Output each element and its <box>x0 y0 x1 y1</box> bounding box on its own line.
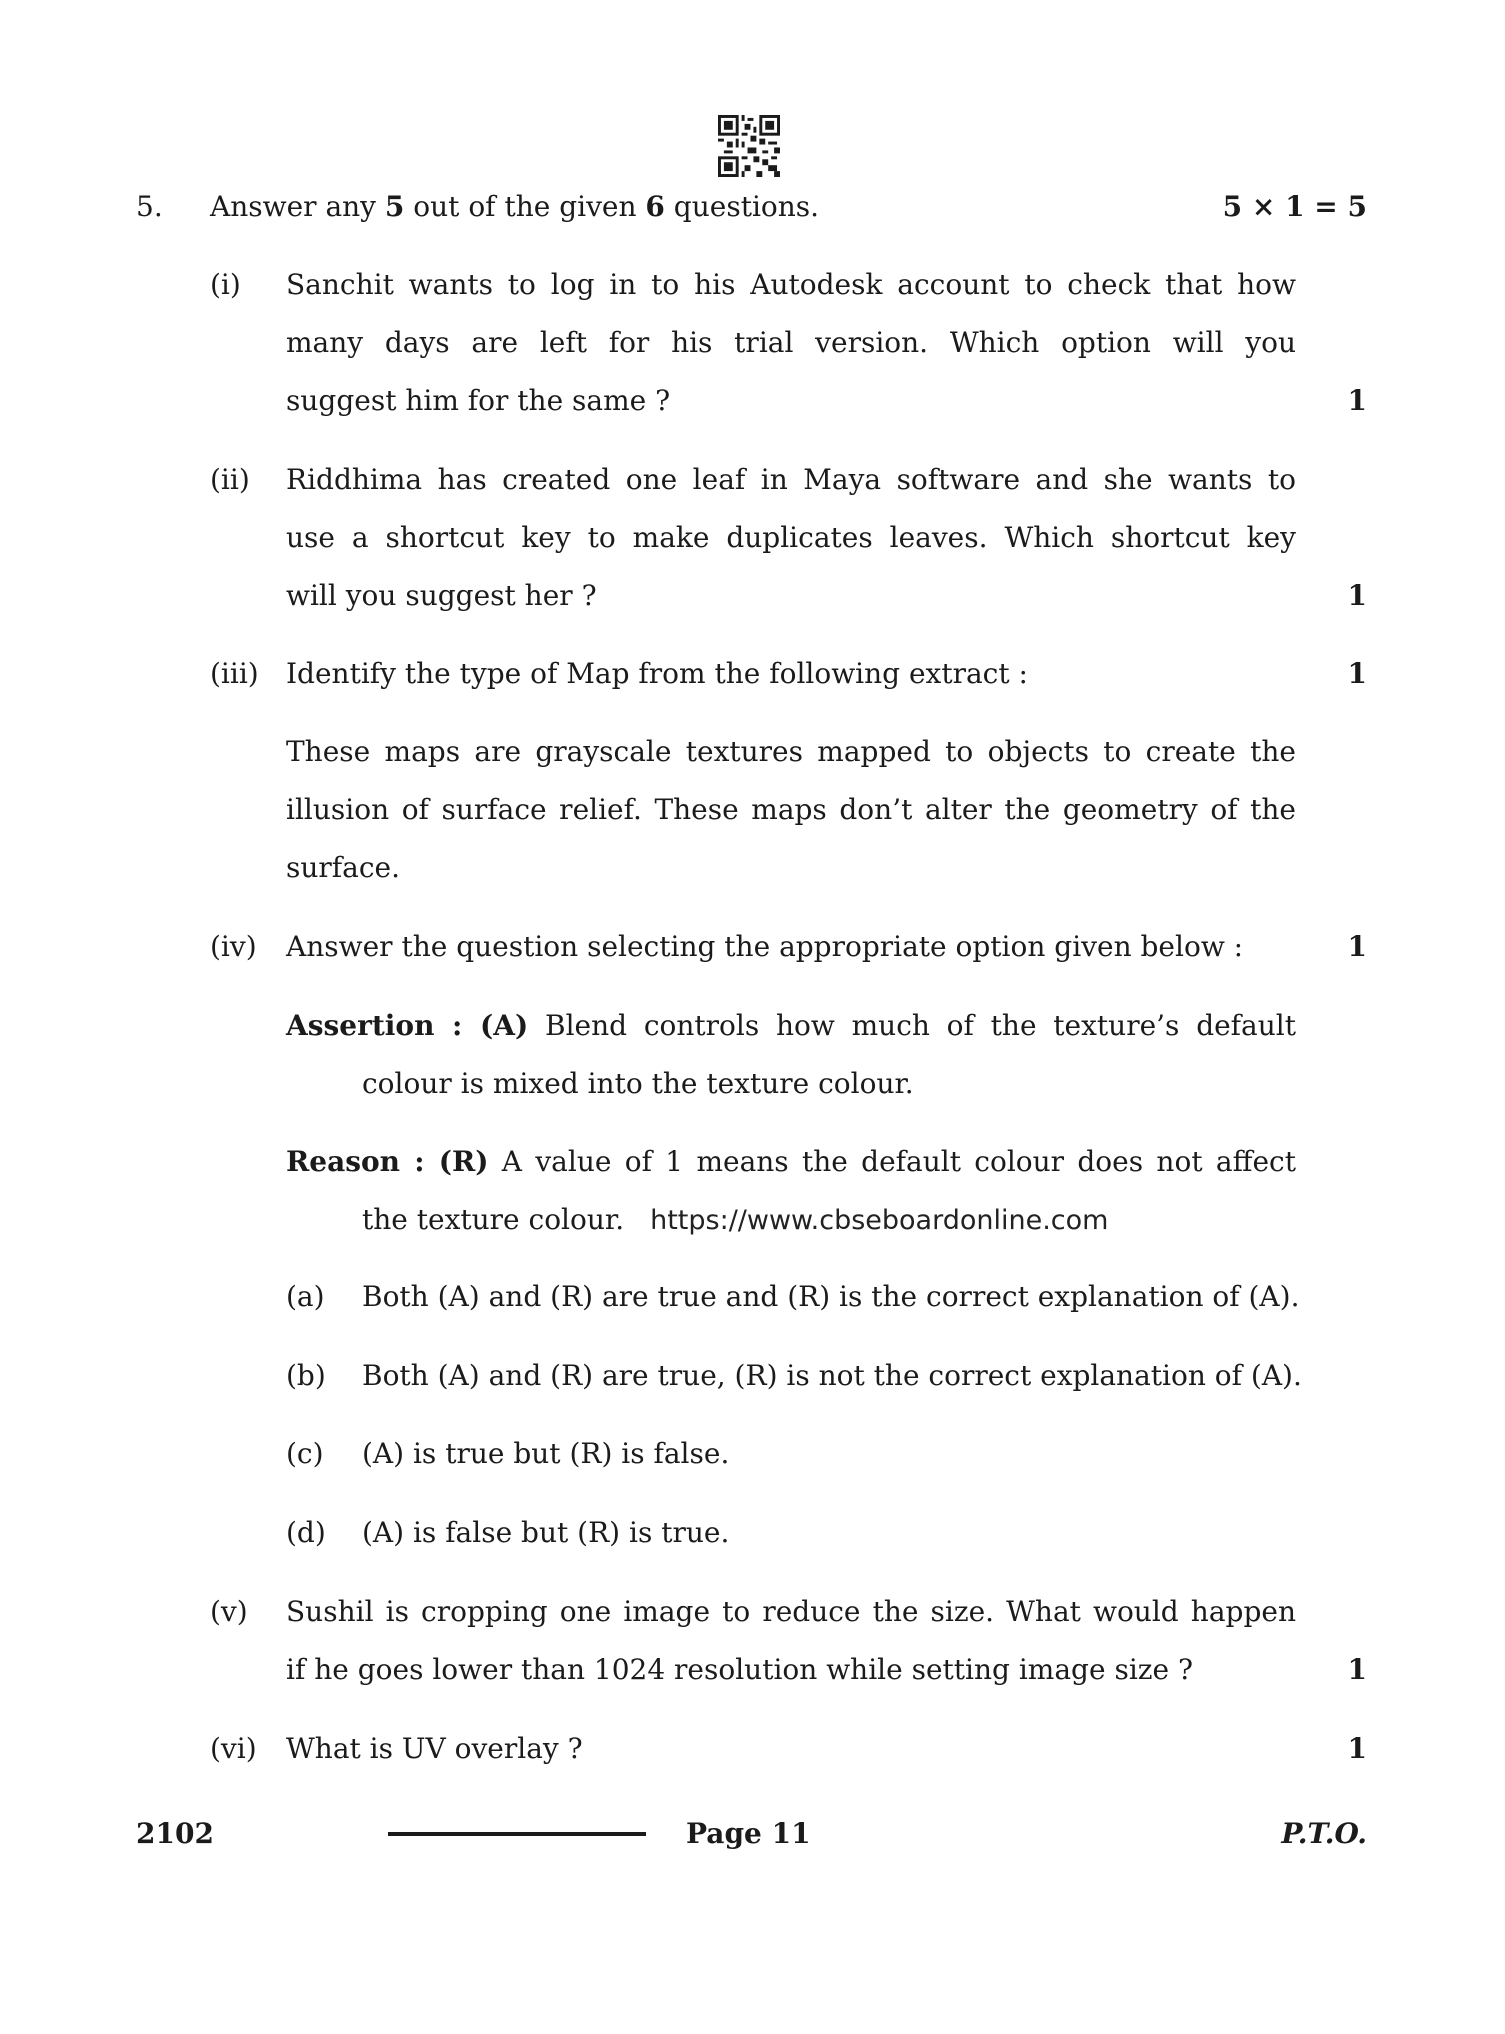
question-i-text <box>286 256 1296 430</box>
option-b: Both (A) and (R) are true, (R) is not the correct explanation of (A). <box>362 1359 1302 1392</box>
option-d: (A) is false but (R) is true. <box>362 1516 730 1549</box>
instruction-count: 5 <box>384 190 405 223</box>
option-label: (d) <box>286 1516 326 1549</box>
question-vi-text: What is UV overlay ? <box>286 1732 583 1765</box>
question-label: (vi) <box>210 1732 257 1765</box>
option-a: Both (A) and (R) are true and (R) is the correct explanation of (A). <box>362 1280 1300 1313</box>
reason-label: Reason : (R) <box>286 1145 489 1178</box>
reason-line <box>286 1133 1296 1191</box>
assertion-line: colour is mixed into the texture colour. <box>362 1067 914 1100</box>
question-marks: 1 <box>1347 1653 1367 1686</box>
question-line: Sanchit wants to log in to his Autodesk account to check that how <box>286 268 1296 301</box>
assertion <box>286 997 1296 1113</box>
option-label: (c) <box>286 1437 324 1470</box>
assertion-text: Blend controls how much of the texture’s default <box>528 1009 1296 1042</box>
instruction-part: questions. <box>664 190 820 223</box>
question-label: (v) <box>210 1595 248 1628</box>
question-label: (i) <box>210 268 241 301</box>
reason-text: A value of 1 means the default colour does not affect <box>488 1145 1296 1178</box>
instruction-count: 6 <box>645 190 665 223</box>
extract-line: illusion of surface relief. These maps don’t alter the geometry of the <box>286 793 1296 826</box>
reason-line <box>286 1191 1296 1250</box>
question-marks: 1 <box>1347 930 1367 963</box>
paper-code: 2102 <box>136 1817 214 1850</box>
question-line: if he goes lower than 1024 resolution while setting image size ? <box>286 1653 1194 1686</box>
option-label: (b) <box>286 1359 326 1392</box>
pto-label: P.T.O. <box>1281 1817 1367 1850</box>
question-marks: 1 <box>1347 579 1367 612</box>
footer-rule <box>388 1832 646 1836</box>
question-label: (iv) <box>210 930 257 963</box>
instruction-part: Answer any <box>210 190 385 223</box>
extract-line: These maps are grayscale textures mapped to objects to create the <box>286 735 1296 768</box>
question-label: (iii) <box>210 657 259 690</box>
question-line: use a shortcut key to make duplicates leaves. Which shortcut key <box>286 521 1296 554</box>
question-iii-text: Identify the type of Map from the following extract : <box>286 657 1028 690</box>
question-marks: 1 <box>1347 1732 1367 1765</box>
reason-text: the texture colour. <box>362 1203 625 1236</box>
page-number: Page 11 <box>686 1817 811 1850</box>
qr-code-icon <box>718 115 780 177</box>
question-number: 5. <box>136 190 163 223</box>
question-marks: 1 <box>1347 384 1367 417</box>
instruction-part: out of the given <box>404 190 646 223</box>
question-label: (ii) <box>210 463 250 496</box>
marks-total: 5 × 1 = 5 <box>1222 190 1367 223</box>
extract-line: surface. <box>286 851 400 884</box>
question-v-text <box>286 1583 1296 1699</box>
assertion-line <box>286 997 1296 1055</box>
question-line: suggest him for the same ? <box>286 384 671 417</box>
question-ii-text <box>286 451 1296 625</box>
option-label: (a) <box>286 1280 325 1313</box>
assertion-label: Assertion : (A) <box>286 1009 529 1042</box>
question-line: many days are left for his trial version. Which option will you <box>286 326 1296 359</box>
question-iv-text: Answer the question selecting the appropriate option given below : <box>286 930 1244 963</box>
reason <box>286 1133 1296 1250</box>
question-line: Sushil is cropping one image to reduce the size. What would happen <box>286 1595 1296 1628</box>
map-extract <box>286 723 1296 897</box>
question-line: will you suggest her ? <box>286 579 597 612</box>
watermark-url: https://www.cbseboardonline.com <box>650 1205 1109 1236</box>
question-line: Riddhima has created one leaf in Maya software and she wants to <box>286 463 1296 496</box>
instruction-text <box>210 178 819 236</box>
question-marks: 1 <box>1347 657 1367 690</box>
option-c: (A) is true but (R) is false. <box>362 1437 730 1470</box>
